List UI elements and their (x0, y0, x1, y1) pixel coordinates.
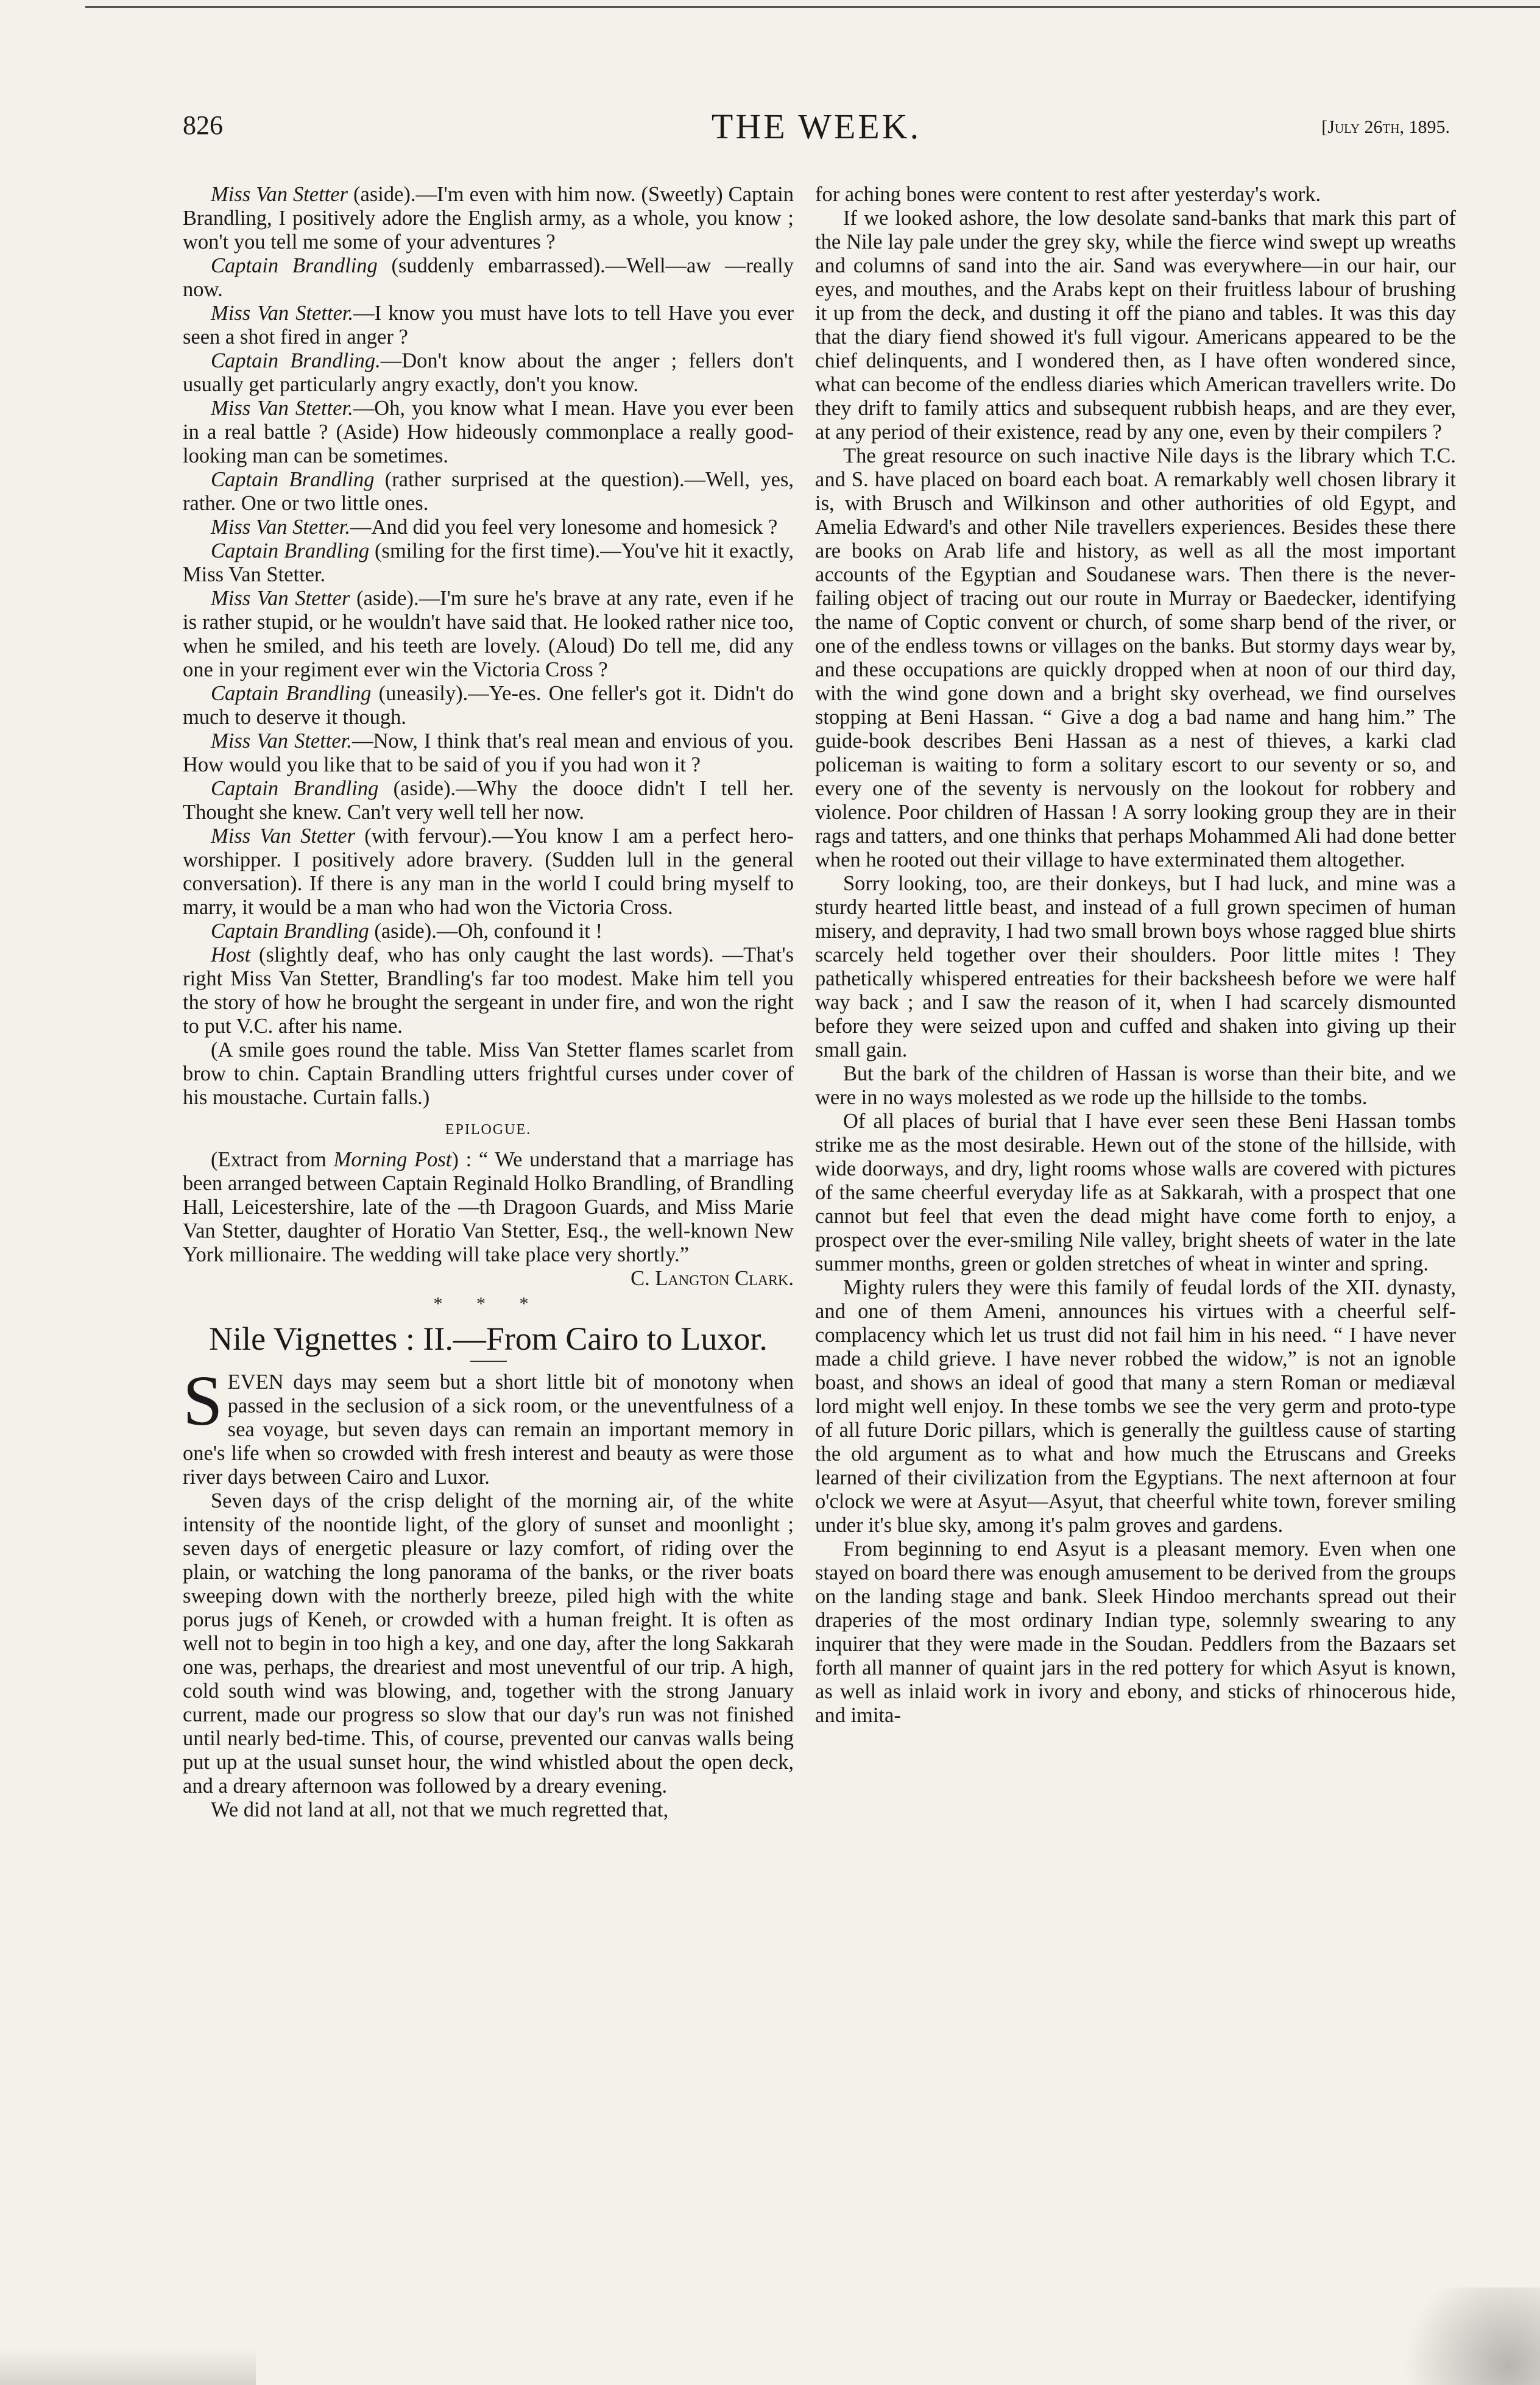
paragraph: Miss Van Stetter.—Oh, you know what I mean. Have you ever been in a real battle ? (Aside) How hideously commonplace a really good-looking man can be sometimes. (183, 397, 794, 467)
page-top-edge (85, 0, 1540, 8)
paragraph: Of all places of burial that I have ever seen these Beni Hassan tombs strike me as the most desirable. Hewn out of the stone of the hillside, with wide doorways, and dry, light rooms whose walls are covered with pictures of the same cheerful everyday life as at Sakkarah, with a prospect that one cannot but feel that even the dead might have come forth to enjoy, a prospect over the ever-smiling Nile valley, bright sheets of water in the late summer months, green or golden stretches of wheat in winter and spring. (815, 1110, 1456, 1275)
paragraph: Captain Brandling (aside).—Why the dooce didn't I tell her. Thought she knew. Can't very well tell her now. (183, 777, 794, 824)
epilogue-paragraph: (Extract from Morning Post) : “ We understand that a marriage has been arranged between Captain Reginald Holko Brandling, of Brandling Hall, Leicestershire, late of the —th Dragoon Guards, and Miss Marie Van Stetter, daughter of Horatio Van Stetter, Esq., the well-known New York millionaire. The wedding will take place very shortly.” (183, 1148, 794, 1266)
paragraph: Host (slightly deaf, who has only caught the last words). —That's right Miss Van Stetter, Brandling's far too modest. Make him tell you the story of how he brought the sergeant in under fire, and won the right to put V.C. after his name. (183, 943, 794, 1038)
paragraph: Seven days of the crisp delight of the morning air, of the white intensity of the noontide light, of the glory of sunset and moonlight ; seven days of energetic pleasure or lazy comfort, of riding over the plain, or watching the long panorama of the banks, or the river boats sweeping down with the northerly breeze, piled high with the white porus jugs of Keneh, or crowded with a human freight. It is often as well not to begin in too high a key, and one day, after the long Sakkarah one was, perhaps, the dreariest and most uneventful of our trip. A high, cold south wind was blowing, and, together with the strong January current, made our progress so slow that our day's run was not finished until nearly bed-time. This, of course, prevented our canvas walls being put up at the usual sunset hour, the wind whistled about the open deck, and a dreary afternoon was followed by a dreary evening. (183, 1489, 794, 1798)
paragraph: Captain Brandling.—Don't know about the anger ; fellers don't usually get particularly angry exactly, don't you know. (183, 349, 794, 396)
paragraph: Captain Brandling (smiling for the first time).—You've hit it exactly, Miss Van Stetter. (183, 539, 794, 586)
right-column (815, 183, 1456, 1728)
stage-direction: (A smile goes round the table. Miss Van Stetter flames scarlet from brow to chin. Captain Brandling utters frightful curses under cover of his moustache. Curtain falls.) (183, 1038, 794, 1109)
page-header (183, 107, 1450, 152)
drop-cap: S (183, 1361, 223, 1441)
paragraph: But the bark of the children of Hassan is worse than their bite, and we were in no ways molested as we rode up the hillside to the tombs. (815, 1062, 1456, 1109)
article-title: Nile Vignettes : II.—From Cairo to Luxor. (209, 1320, 768, 1357)
paragraph: Miss Van Stetter.—Now, I think that's real mean and envious of you. How would you like that to be said of you if you had won it ? (183, 729, 794, 776)
paragraph: for aching bones were content to rest after yesterday's work. (815, 183, 1321, 206)
scan-artifact (1382, 2288, 1540, 2385)
page-number: 826 (183, 110, 223, 140)
paragraph: Captain Brandling (uneasily).—Ye-es. One feller's got it. Didn't do much to deserve it though. (183, 682, 794, 729)
paragraph: Captain Brandling (aside).—Oh, confound it ! (211, 920, 602, 943)
paragraph: If we looked ashore, the low desolate sand-banks that mark this part of the Nile lay pale under the grey sky, while the fierce wind swept up wreaths and columns of sand into the air. Sand was everywhere—in our hair, our eyes, and mouthes, and the Arabs kept on their fruitless labour of brushing it up from the deck, and dusting it off the piano and tables. It was this day that the diary fiend showed it's full vigour. Americans appeared to be the chief delinquents, and I wondered then, as I have often wondered since, what can become of the endless diaries which American travellers write. Do they drift to family attics and subsequent rubbish heaps, and are they ever, at any period of their existence, read by any one, even by their compilers ? (815, 207, 1456, 444)
section-divider: * * * (433, 1294, 543, 1314)
scan-artifact (0, 2348, 256, 2385)
paragraph: Captain Brandling (rather surprised at the question).—Well, yes, rather. One or two little ones. (183, 468, 794, 515)
author-signature: C. Langton Clark. (630, 1267, 794, 1290)
left-column (183, 183, 794, 1822)
title-rule (470, 1361, 507, 1362)
paragraph: Miss Van Stetter (with fervour).—You know I am a perfect hero-worshipper. I positively adore bravery. (Sudden lull in the general conversation). If there is any man in the world I could bring myself to marry, it would be a man who had won the Victoria Cross. (183, 824, 794, 919)
paragraph: Miss Van Stetter (aside).—I'm sure he's brave at any rate, even if he is rather stupid, or he wouldn't have said that. He looked rather nice too, when he smiled, and his teeth are lovely. (Aloud) Do tell me, did any one in your regiment ever win the Victoria Cross ? (183, 587, 794, 681)
paragraph: Miss Van Stetter.—And did you feel very lonesome and homesick ? (211, 516, 778, 539)
paragraph: The great resource on such inactive Nile days is the library which T.C. and S. have placed on board each boat. A remarkably well chosen library it is, with Brusch and Wilkinson and other authorities of old Egypt, and Amelia Edward's and other Nile travellers experiences. Besides these there are books on Arab life and history, as well as all the most important accounts of the Egyptian and Soudanese wars. Then there is the never-failing object of tracing out our route in Murray or Baedecker, identifying the name of Coptic convent or church, of some sharp bend of the river, or one of the endless towns or villages on the banks. But stormy days wear by, and these occupations are quickly dropped when at noon of our third day, with the wind gone down and a bright sky overhead, we find ourselves stopping at Beni Hassan. “ Give a dog a bad name and hang him.” The guide-book describes Beni Hassan as a nest of thieves, a karki clad policeman is waiting to form a solitary escort to our seventy or so, and every one of the seventy is nervously on the lookout for robbery and violence. Poor children of Hassan ! A sorry looking group they are in their rags and tatters, and one thinks that perhaps Mohammed Ali had done better when he rooted out their village to have exterminated them altogether. (815, 444, 1456, 871)
paragraph: Mighty rulers they were this family of feudal lords of the XII. dynasty, and one of them Ameni, announces his virtues with a cheerful self-complacency which let us trust did not fail him in his need. “ I have never made a child grieve. I have never robbed the widow,” is not an ignoble boast, and shows an ideal of good that many a stern Roman or mediæval lord might well enjoy. In these tombs we see the very germ and proto-type of all future Doric pillars, which is generally the guiltless cause of starting the old argument as to what and how much the Etruscans and Greeks learned of their civilization from the Egyptians. The next afternoon at four o'clock we were at Asyut—Asyut, that cheerful white town, forever smiling under it's blue sky, among it's palm groves and gardens. (815, 1276, 1456, 1537)
page-title: THE WEEK. (711, 107, 922, 146)
paragraph: Miss Van Stetter.—I know you must have lots to tell Have you ever seen a shot fired in anger ? (183, 302, 794, 349)
epilogue-heading: EPILOGUE. (445, 1122, 532, 1138)
issue-date: [July 26th, 1895. (1321, 117, 1450, 137)
paragraph: We did not land at all, not that we much regretted that, (211, 1798, 669, 1821)
paragraph: Sorry looking, too, are their donkeys, but I had luck, and mine was a sturdy hearted little beast, and instead of a full grown specimen of human misery, and depravity, I had two small brown boys whose ragged blue shirts scarcely held together over their shoulders. Poor little mites ! They pathetically whispered entreaties for their backsheesh before we were half way back ; and I saw the reason of it, when I had scarcely dismounted before they were seized upon and cuffed and shaken into giving up their small gain. (815, 872, 1456, 1061)
paragraph: From beginning to end Asyut is a pleasant memory. Even when one stayed on board there was enough amusement to be derived from the groups on the landing stage and bank. Sleek Hindoo merchants spread out their draperies of the most ordinary Indian type, solemnly swearing to any inquirer that they were made in the Soudan. Peddlers from the Bazaars set forth all manner of quaint jars in the red pottery for which Asyut is known, as well as inlaid work in ivory and ebony, and sticks of rhinocerous hide, and imita- (815, 1537, 1456, 1727)
paragraph: Captain Brandling (suddenly embarrassed).—Well—aw —really now. (183, 254, 794, 301)
paragraph: SEVEN days may seem but a short little bit of monotony when passed in the seclusion of a sick room, or the uneventfulness of a sea voyage, but seven days can remain an important memory in one's life when so crowded with fresh interest and beauty as were those river days between Cairo and Luxor. (183, 1361, 794, 1489)
paragraph: Miss Van Stetter (aside).—I'm even with him now. (Sweetly) Captain Brandling, I positively adore the English army, as a whole, you know ; won't you tell me some of your adventures ? (183, 183, 794, 253)
